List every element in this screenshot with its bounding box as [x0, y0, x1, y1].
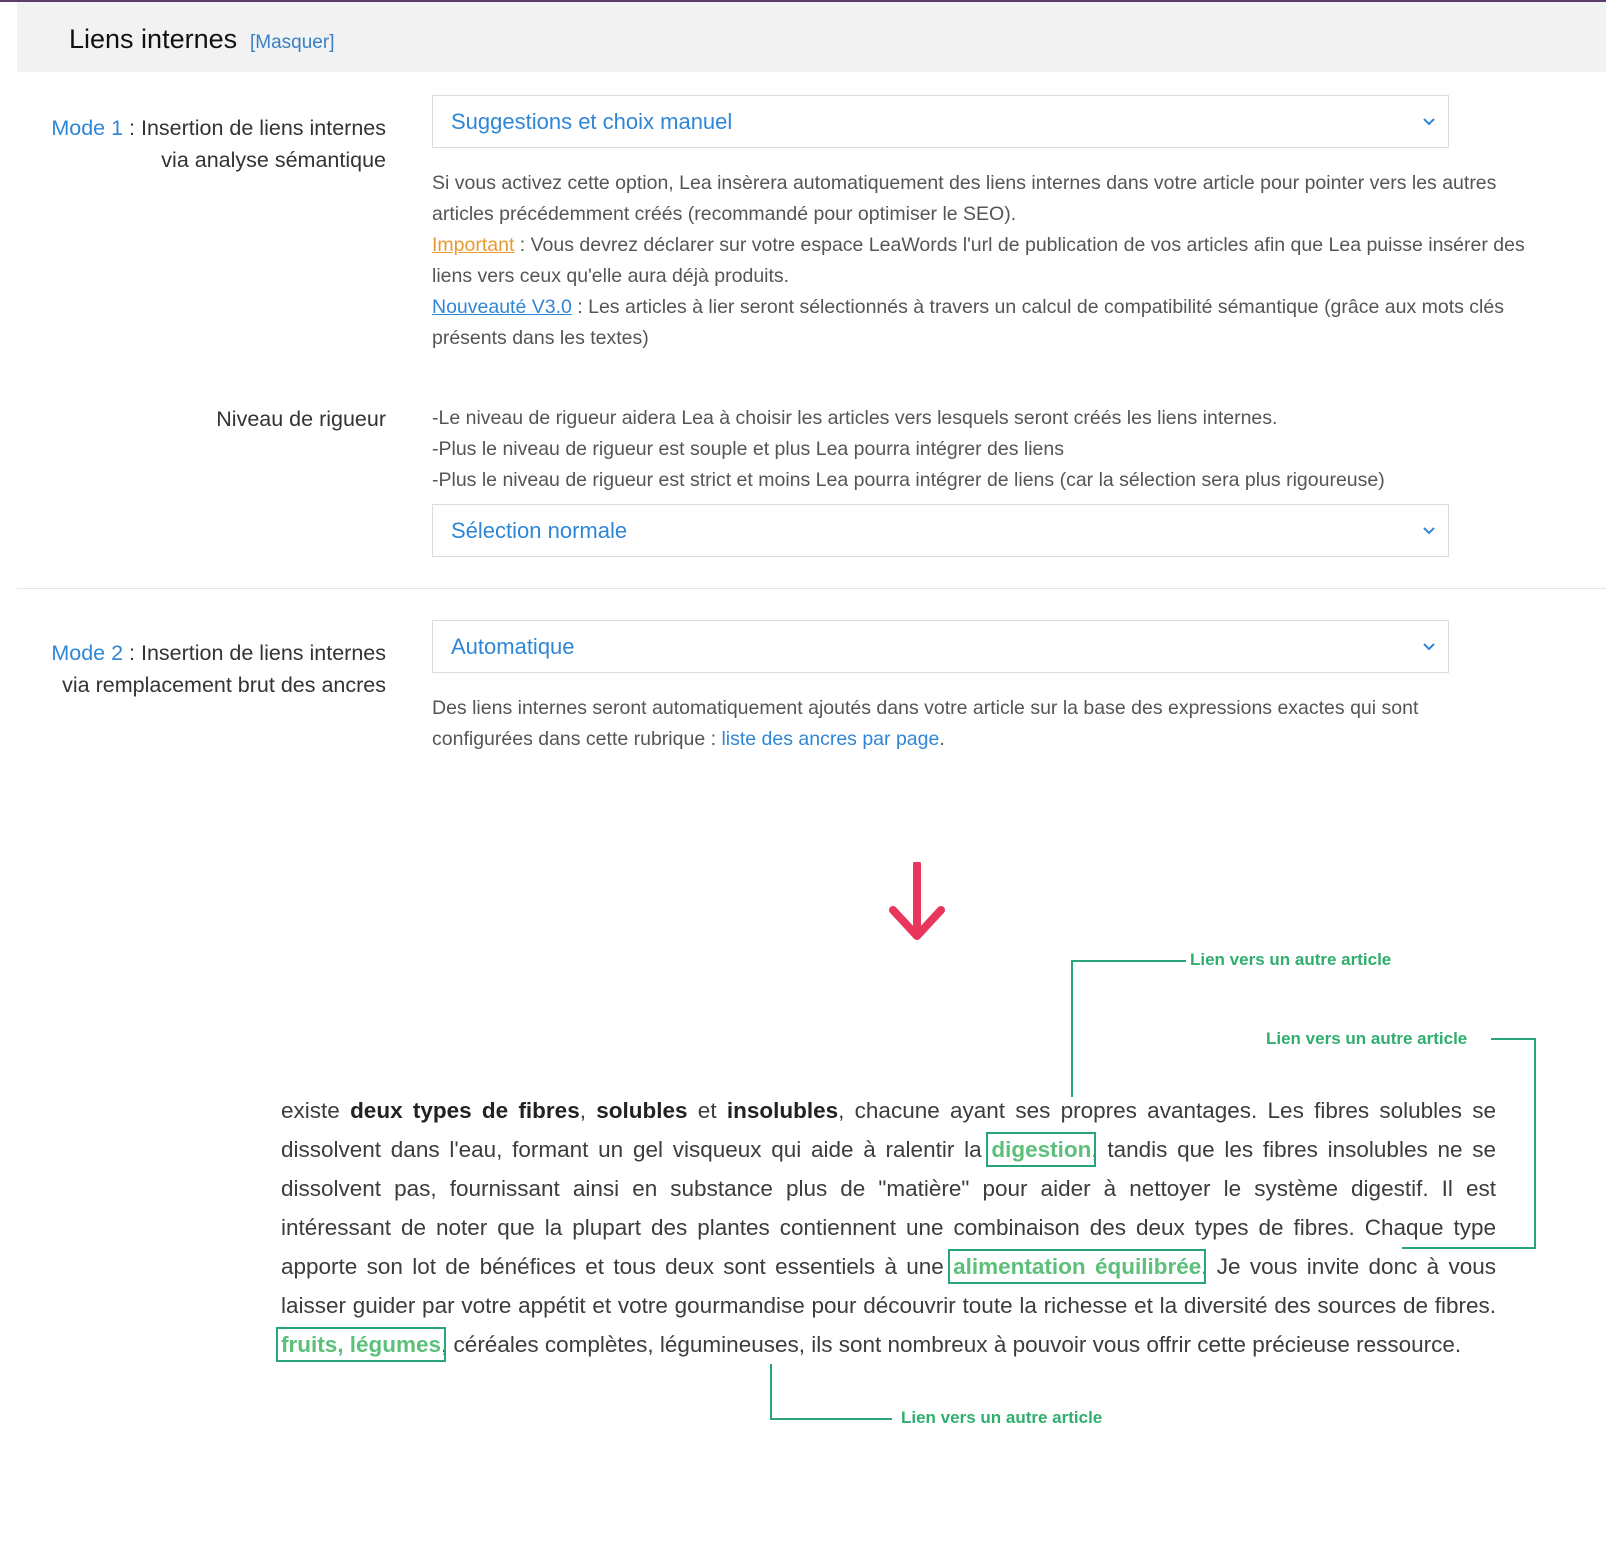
mode2-description: [432, 693, 1492, 755]
article-bold: deux types de fibres: [350, 1098, 580, 1123]
rigueur-line2: -Plus le niveau de rigueur est souple et plus Lea pourra intégrer des liens: [432, 438, 1064, 460]
mode2-select[interactable]: [432, 620, 1449, 673]
mode2-label: [26, 637, 386, 701]
chevron-down-icon: [1422, 639, 1436, 653]
article-text: existe: [281, 1098, 351, 1123]
mode1-label: [26, 112, 386, 176]
callout-label-2: Lien vers un autre article: [1266, 1029, 1468, 1048]
mode1-desc-text: Si vous activez cette option, Lea insèrera automatiquement des liens internes dans votre article pour pointer vers les autres articles précédemment créés (recommandé pour optimiser le SEO).: [432, 172, 1497, 225]
anchors-list-link[interactable]: liste des ancres par page: [721, 728, 940, 750]
rigueur-label: Niveau de rigueur: [216, 407, 386, 431]
section-title: Liens internes: [69, 24, 238, 54]
arrow-down-icon: [888, 862, 946, 944]
hide-toggle-link[interactable]: [Masquer]: [250, 32, 335, 53]
article-text: , tandis que les fibres insolubles ne se dissolvent pas, fournissant ainsi en substance plus de "matière" pour aider à nettoyer le système digestif. Il est intéressant de noter que la plupart des plantes contiennent une combinaison des deux types de fibres. Chaque type apporte son lot de bénéfices et tous deux sont essentiels à une: [281, 1137, 1496, 1279]
mode1-description: [432, 168, 1562, 354]
article-text: ,: [579, 1098, 597, 1123]
article-example: [281, 1091, 1496, 1364]
mode1-number: Mode 1: [51, 116, 124, 140]
nouveaute-link[interactable]: Nouveauté V3.0: [432, 296, 572, 318]
mode2-number: Mode 2: [51, 641, 124, 665]
rigueur-select[interactable]: [432, 504, 1449, 557]
callout-label-3: Lien vers un autre article: [901, 1408, 1103, 1427]
internal-link-alimentation[interactable]: alimentation équilibrée: [953, 1254, 1202, 1279]
mode1-label-line2: via analyse sémantique: [161, 148, 386, 172]
article-text: , céréales complètes, légumineuses, ils sont nombreux à pouvoir vous offrir cette précieuse ressource.: [441, 1332, 1462, 1357]
chevron-down-icon: [1422, 523, 1436, 537]
rigueur-description: [432, 403, 1562, 496]
internal-link-fruits-legumes[interactable]: fruits, légumes: [281, 1332, 442, 1357]
rigueur-select-value: Sélection normale: [451, 518, 628, 543]
callout-label-1: Lien vers un autre article: [1190, 950, 1392, 969]
mode2-select-value: Automatique: [451, 634, 575, 659]
mode1-select-value: Suggestions et choix manuel: [451, 109, 733, 134]
article-bold: solubles: [596, 1098, 688, 1123]
article-text: et: [687, 1098, 727, 1123]
section-divider: [17, 588, 1606, 589]
article-text: , chacune ayant ses propres avantages. Les fibres solubles se dissolvent dans l'eau, formant un gel visqueux qui aide à ralentir la: [281, 1098, 1496, 1162]
mode2-desc-text: Des liens internes seront automatiquement ajoutés dans votre article sur la base des expressions exactes qui sont configurées dans cette rubrique :: [432, 697, 1419, 750]
rigueur-line3: -Plus le niveau de rigueur est strict et moins Lea pourra intégrer de liens (car la sélection sera plus rigoureuse): [432, 469, 1385, 491]
mode2-label-line2: via remplacement brut des ancres: [62, 673, 386, 697]
rigueur-line1: -Le niveau de rigueur aidera Lea à choisir les articles vers lesquels seront créés les liens internes.: [432, 407, 1278, 429]
internal-link-digestion[interactable]: digestion: [991, 1137, 1092, 1162]
article-bold: insolubles: [726, 1098, 839, 1123]
nouveaute-text: : Les articles à lier seront sélectionnés à travers un calcul de compatibilité sémantique (grâce aux mots clés présents dans les textes): [432, 296, 1504, 349]
mode1-label-line1: : Insertion de liens internes: [123, 116, 386, 140]
mode2-label-line1: : Insertion de liens internes: [123, 641, 386, 665]
mode1-select[interactable]: [432, 95, 1449, 148]
chevron-down-icon: [1422, 114, 1436, 128]
important-text: : Vous devrez déclarer sur votre espace LeaWords l'url de publication de vos articles afin que Lea puisse insérer des liens vers ceux qu'elle aura déjà produits.: [432, 234, 1525, 287]
section-header: [17, 2, 1606, 72]
article-text: . Je vous invite donc à vous laisser guider par votre appétit et votre gourmandise pour découvrir toute la richesse et la diversité des sources de fibres.: [281, 1254, 1496, 1318]
mode2-desc-end: .: [939, 728, 945, 750]
important-link[interactable]: Important: [432, 234, 515, 256]
